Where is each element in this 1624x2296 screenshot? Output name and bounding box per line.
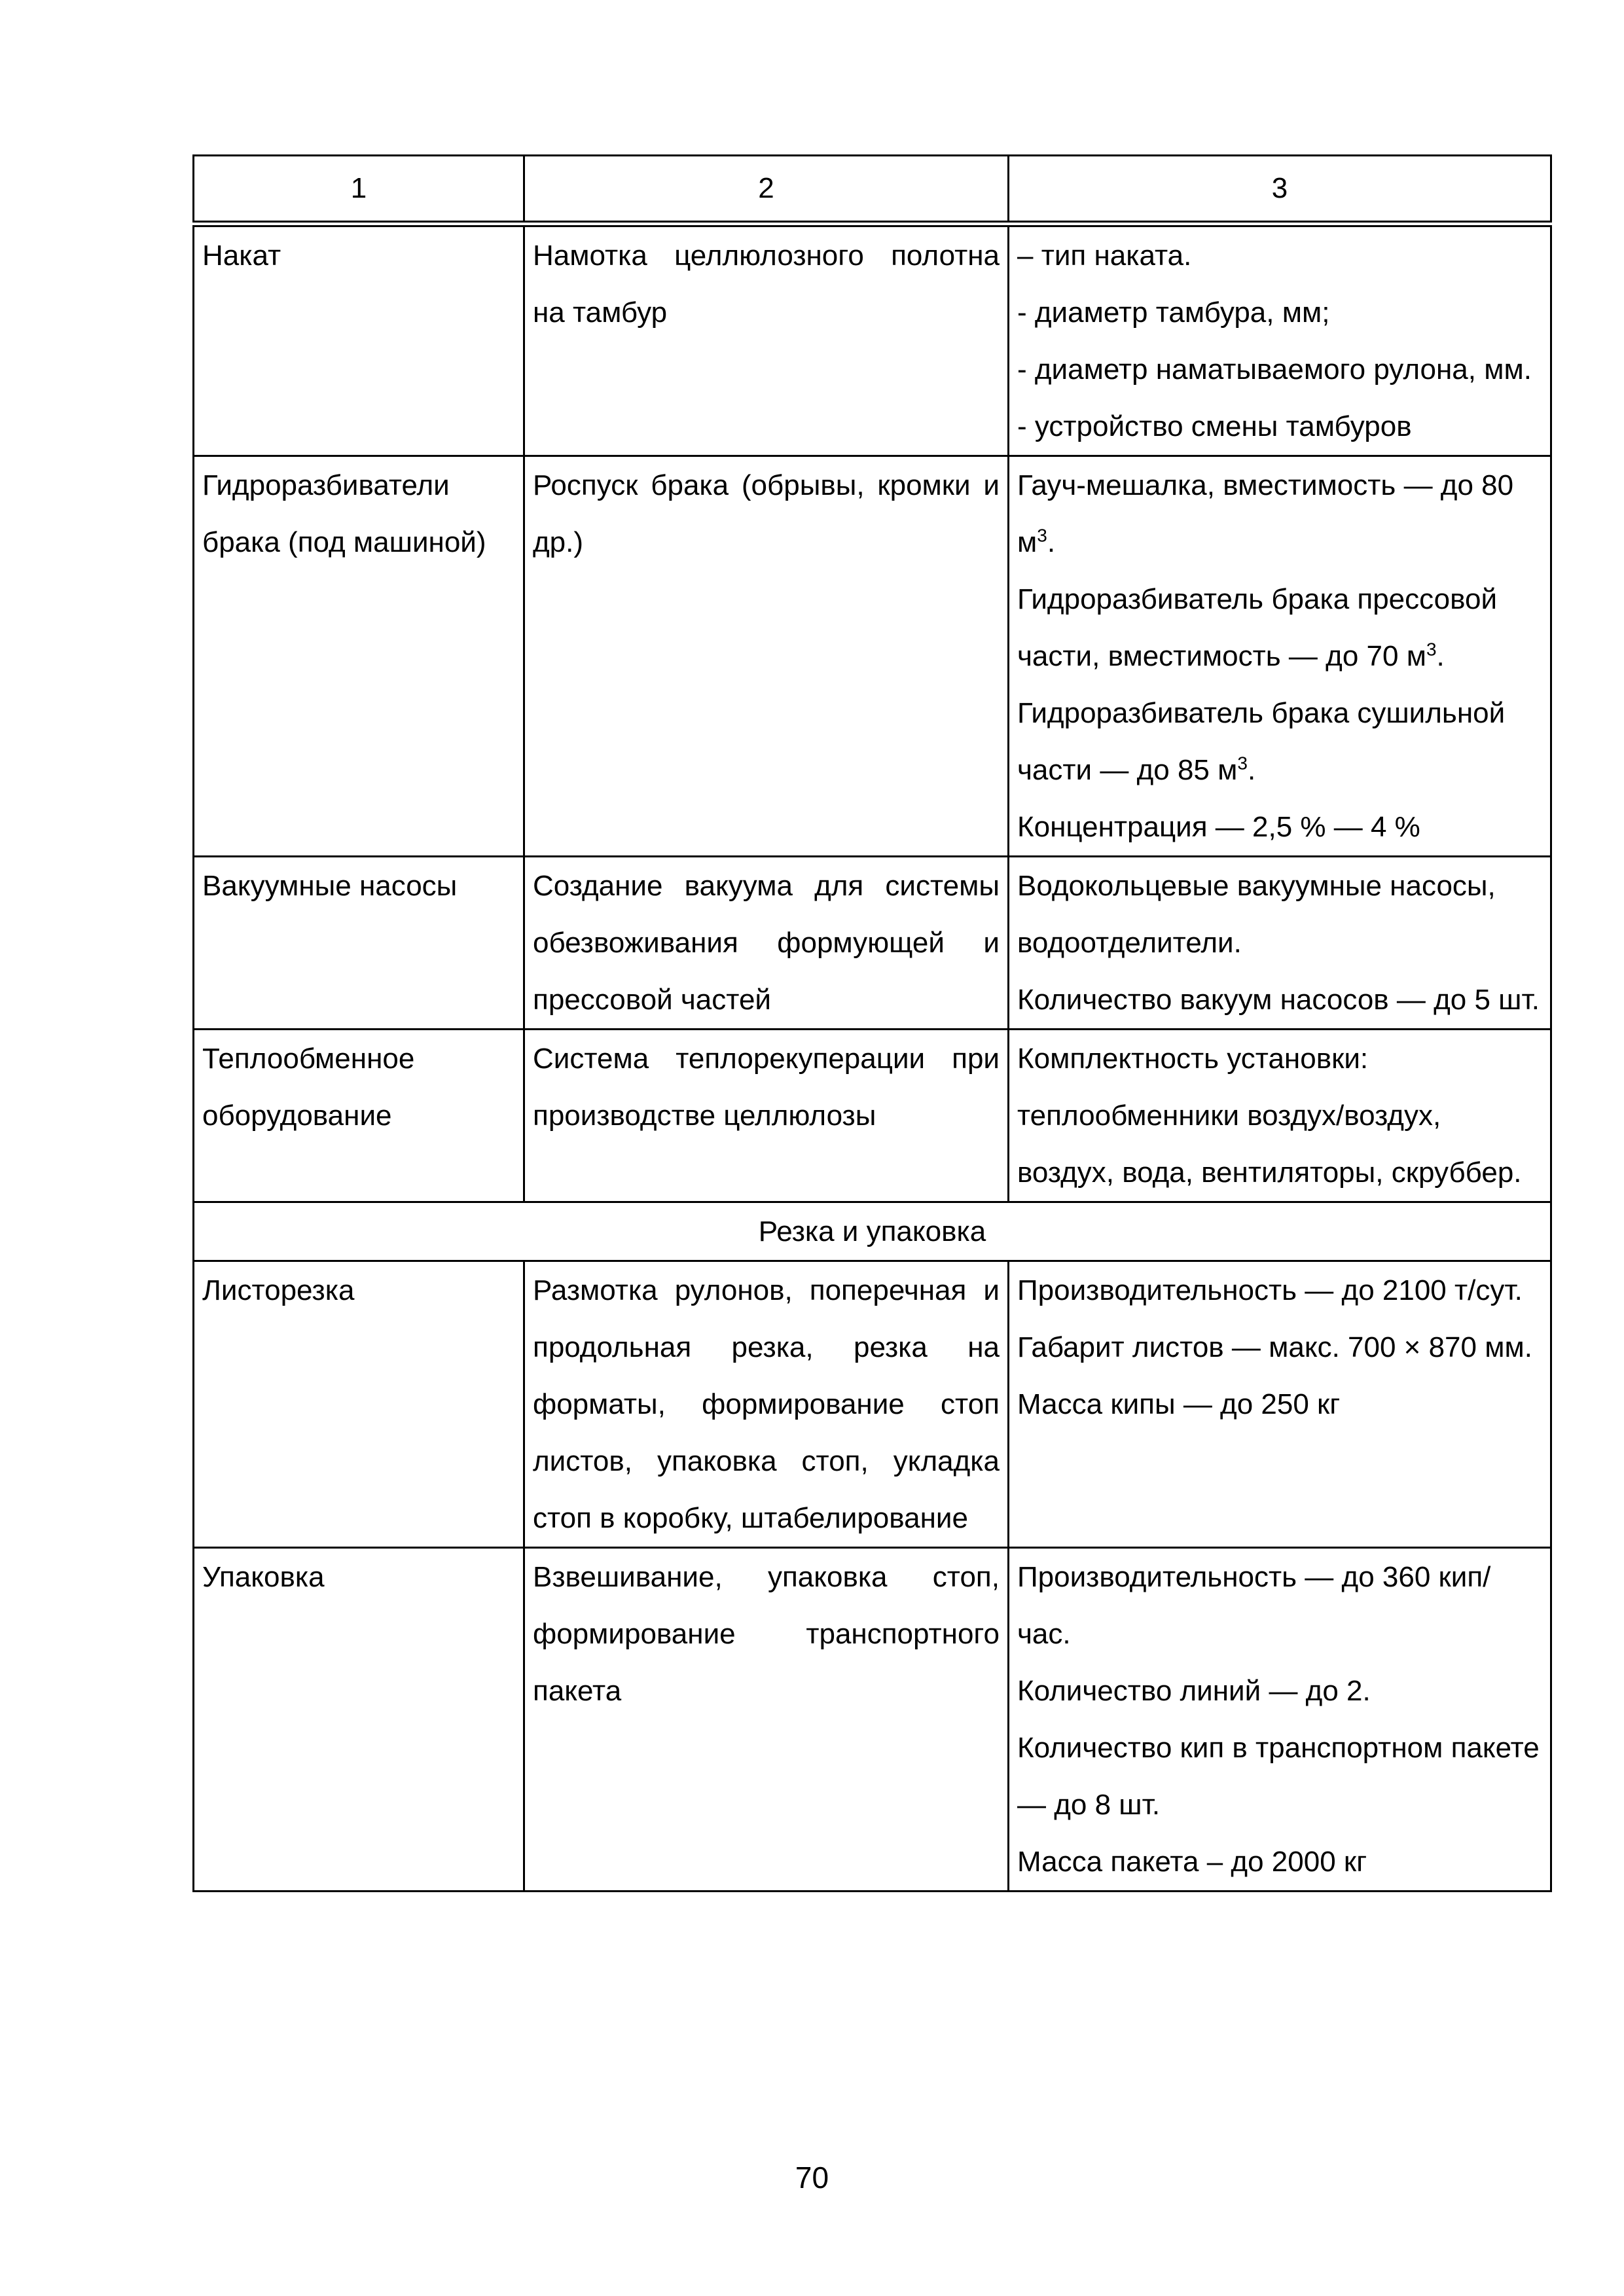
- spec-line: Концентрация — 2,5 % — 4 %: [1017, 811, 1420, 843]
- equipment-name: Гидроразбиватели брака (под машиной): [194, 456, 524, 857]
- equipment-name: Накат: [194, 224, 524, 456]
- header-col-1: 1: [194, 156, 524, 224]
- spec-line: Габарит листов — макс. 700 × 870 мм.: [1017, 1331, 1532, 1363]
- table-row: [194, 1548, 1551, 1892]
- section-title: Резка и упаковка: [194, 1202, 1551, 1261]
- equipment-function: Намотка целлюлозного полотна на тамбур: [524, 224, 1009, 456]
- spec-line: - диаметр наматываемого рулона, мм.: [1017, 353, 1532, 386]
- spec-line: Количество кип в транспортном пакете — до 8 шт.: [1017, 1732, 1540, 1821]
- spec-line: Производительность — до 360 кип/час.: [1017, 1561, 1491, 1650]
- equipment-table: [192, 154, 1552, 1892]
- spec-line: Масса кипы — до 250 кг: [1017, 1388, 1341, 1420]
- spec-line: Комплектность установки: теплообменники воздух/воздух, воздух, вода, вентиляторы, скруббер.: [1017, 1043, 1522, 1189]
- spec-line: Гидроразбиватель брака сушильной части — до 85 $м^3$.: [1017, 697, 1506, 786]
- equipment-function: Создание вакуума для системы обезвоживания формующей и прессовой частей: [524, 857, 1009, 1030]
- table-header-row: [194, 156, 1551, 224]
- spec-line: Водокольцевые вакуумные насосы, водоотделители.: [1017, 870, 1496, 959]
- equipment-name: Вакуумные насосы: [194, 857, 524, 1030]
- table-row: [194, 224, 1551, 456]
- equipment-specs: [1009, 1261, 1551, 1548]
- equipment-name: Листорезка: [194, 1261, 524, 1548]
- table-row: [194, 857, 1551, 1030]
- spec-line: – тип наката.: [1017, 240, 1192, 272]
- header-col-2: 2: [524, 156, 1009, 224]
- equipment-specs: [1009, 224, 1551, 456]
- equipment-function: Роспуск брака (обрывы, кромки и др.): [524, 456, 1009, 857]
- equipment-specs: [1009, 1548, 1551, 1892]
- table-row: [194, 456, 1551, 857]
- page-number: 70: [795, 2161, 829, 2195]
- header-col-3: 3: [1009, 156, 1551, 224]
- equipment-name: Теплообменное оборудование: [194, 1030, 524, 1202]
- equipment-function: Взвешивание, упаковка стоп, формирование транспортного пакета: [524, 1548, 1009, 1892]
- equipment-specs: [1009, 857, 1551, 1030]
- equipment-name: Упаковка: [194, 1548, 524, 1892]
- spec-line: - диаметр тамбура, мм;: [1017, 296, 1330, 329]
- equipment-function: Размотка рулонов, поперечная и продольная резка, резка на форматы, формирование стоп листов, упаковка стоп, укладка стоп в коробку, штабелирование: [524, 1261, 1009, 1548]
- spec-line: Количество линий — до 2.: [1017, 1675, 1371, 1707]
- equipment-specs: [1009, 456, 1551, 857]
- spec-line: Количество вакуум насосов — до 5 шт.: [1017, 984, 1540, 1016]
- spec-line: Производительность — до 2100 т/сут.: [1017, 1274, 1523, 1306]
- spec-line: Гауч-мешалка, вместимость — до 80 $м^3$.: [1017, 469, 1514, 558]
- table-row: [194, 1261, 1551, 1548]
- spec-line: - устройство смены тамбуров: [1017, 410, 1412, 442]
- equipment-function: Система теплорекуперации при производстве целлюлозы: [524, 1030, 1009, 1202]
- section-row: [194, 1202, 1551, 1261]
- table-row: [194, 1030, 1551, 1202]
- spec-line: Масса пакета – до 2000 кг: [1017, 1846, 1367, 1878]
- spec-line: Гидроразбиватель брака прессовой части, вместимость — до 70 $м^3$.: [1017, 583, 1498, 672]
- equipment-specs: [1009, 1030, 1551, 1202]
